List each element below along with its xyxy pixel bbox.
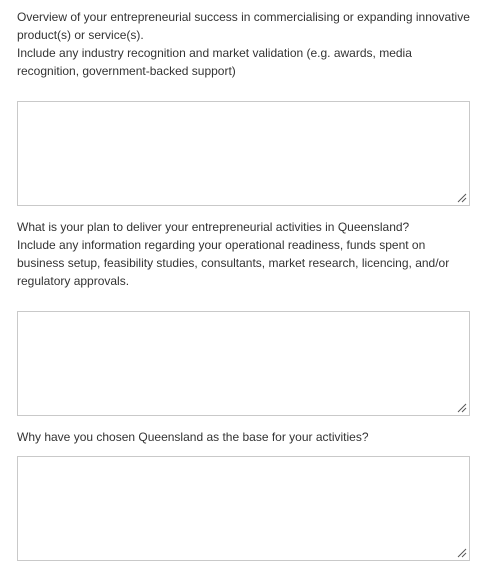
question-label-queensland-plan	[17, 218, 477, 290]
resize-grip-icon[interactable]	[456, 402, 467, 413]
question-label-entrepreneurial-success	[17, 8, 477, 80]
question-label-line: regulatory approvals.	[17, 274, 130, 288]
queensland-plan-textarea[interactable]	[18, 312, 469, 415]
why-queensland-textarea[interactable]	[18, 457, 469, 560]
answer-field-entrepreneurial-success	[17, 101, 470, 206]
question-label-line: business setup, feasibility studies, consultants, market research, licencing, and/or	[17, 256, 450, 270]
question-label-line: Include any industry recognition and market validation (e.g. awards, media	[17, 46, 412, 60]
answer-field-why-queensland	[17, 456, 470, 561]
question-label-line: recognition, government-backed support)	[17, 64, 236, 78]
answer-field-queensland-plan	[17, 311, 470, 416]
question-label-line: Why have you chosen Queensland as the base for your activities?	[17, 430, 369, 444]
entrepreneurial-success-textarea[interactable]	[18, 102, 469, 205]
question-label-line: product(s) or service(s).	[17, 28, 144, 42]
question-label-why-queensland	[17, 428, 477, 446]
question-label-line: Overview of your entrepreneurial success in commercialising or expanding innovative	[17, 10, 470, 24]
question-label-line: What is your plan to deliver your entrepreneurial activities in Queensland?	[17, 220, 410, 234]
question-label-line: Include any information regarding your operational readiness, funds spent on	[17, 238, 426, 252]
resize-grip-icon[interactable]	[456, 547, 467, 558]
resize-grip-icon[interactable]	[456, 192, 467, 203]
